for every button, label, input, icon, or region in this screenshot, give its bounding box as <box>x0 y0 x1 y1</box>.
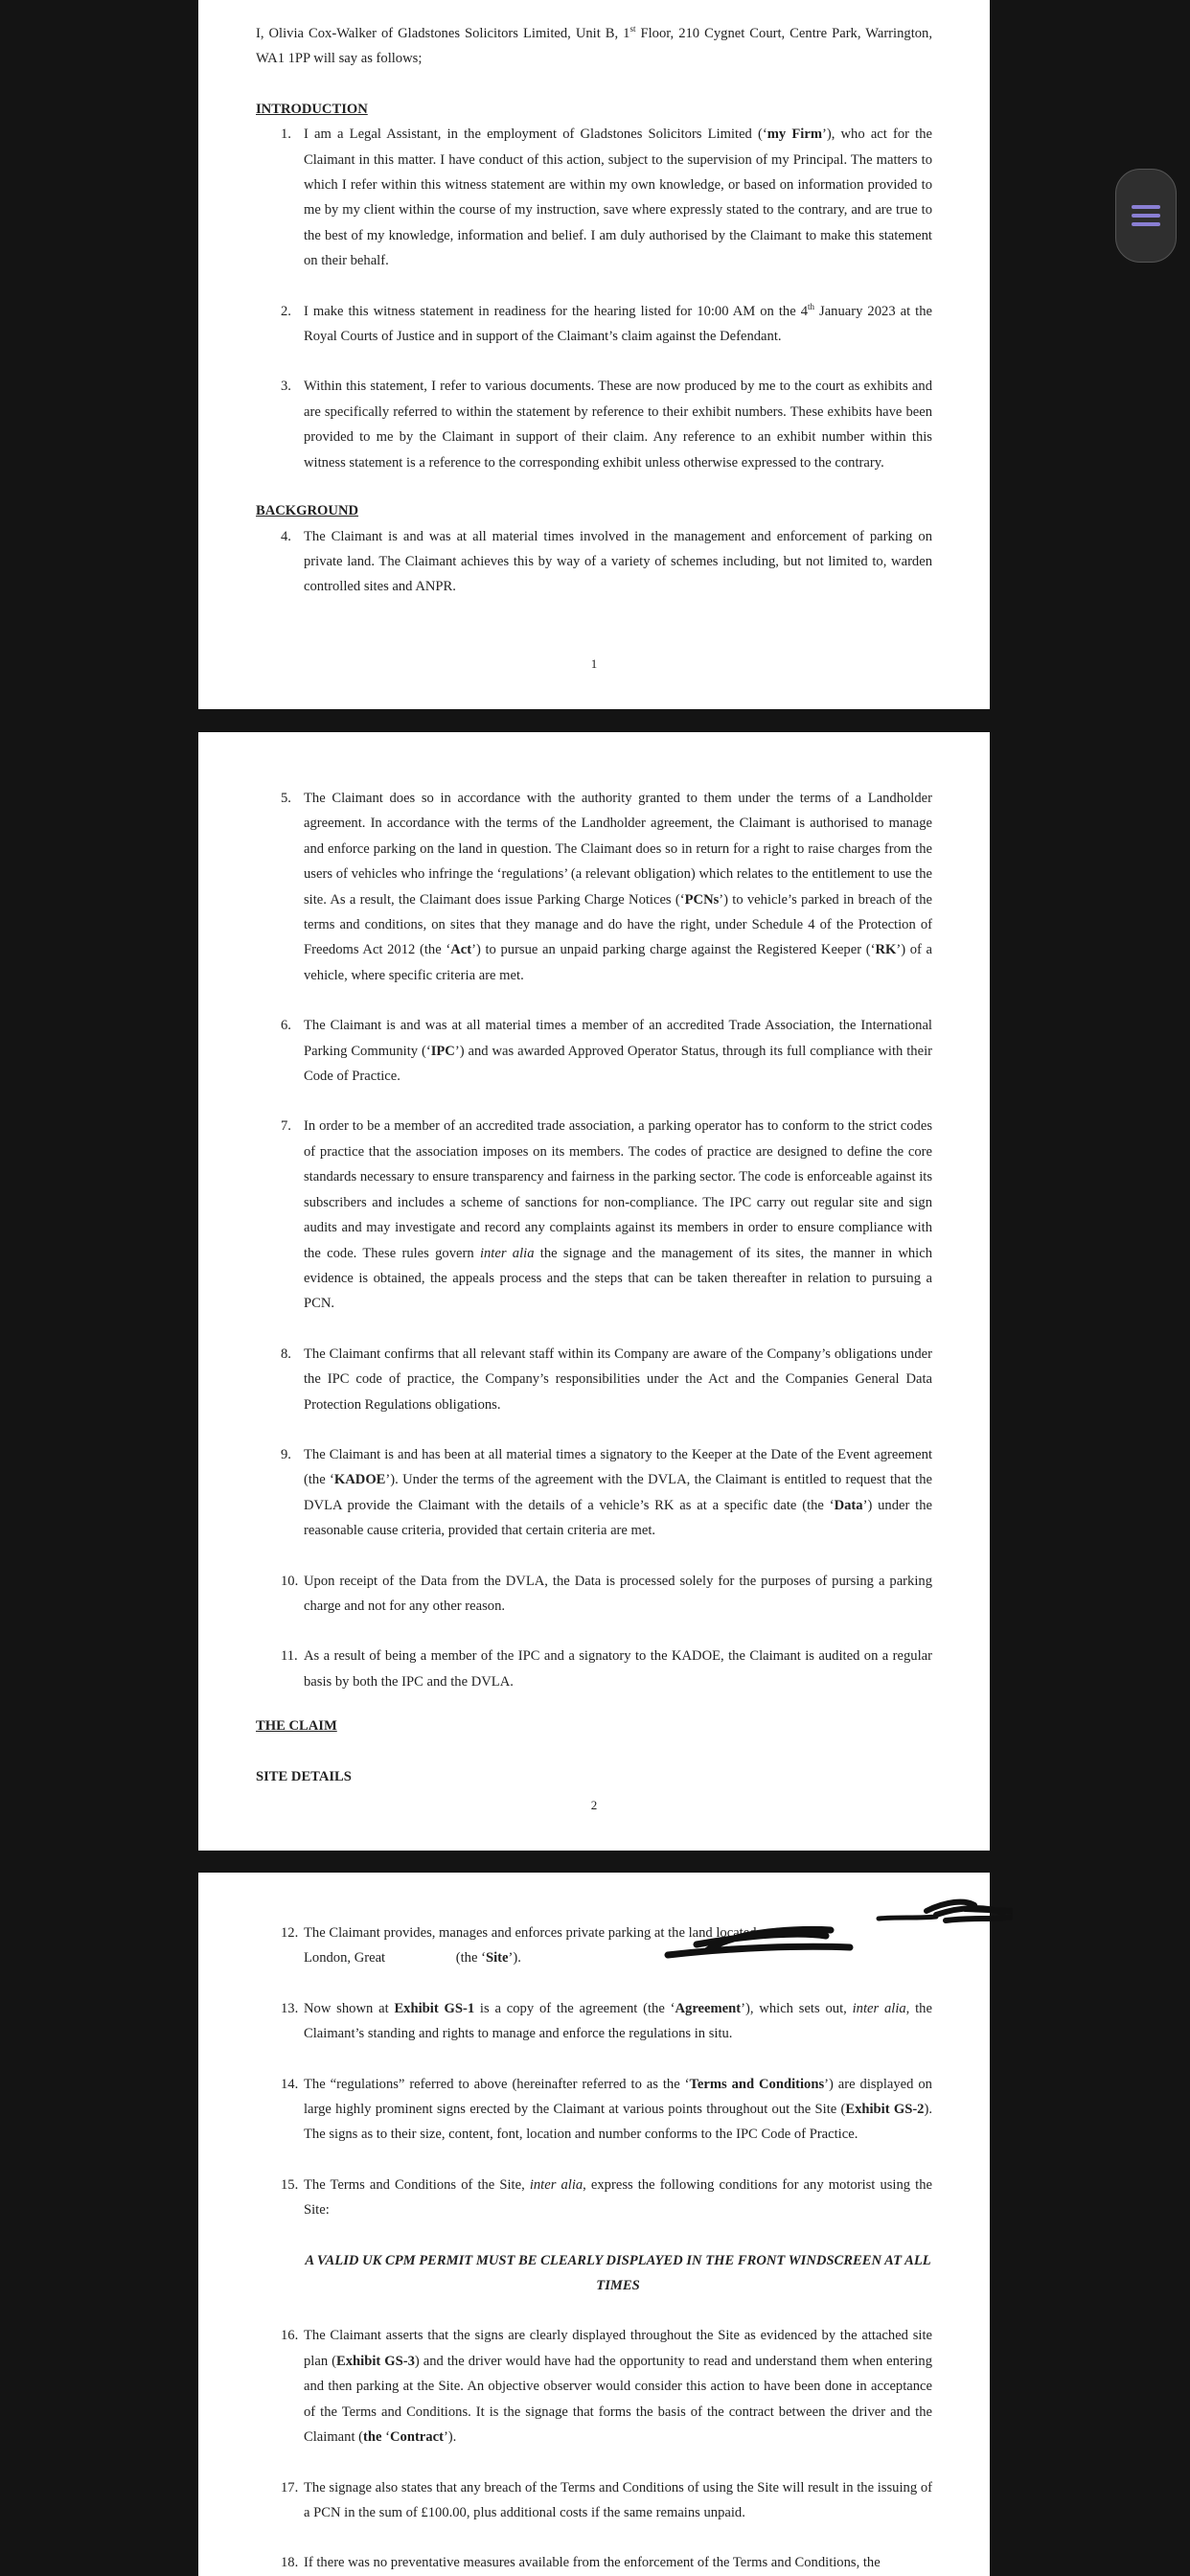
text-bold: the <box>363 2429 382 2446</box>
paragraph-15 <box>281 2173 932 2223</box>
text: The Claimant does so in accordance with the authority granted to them under the terms of a Landholder agreement. In accordance with the terms of the Landholder agreement, the Claimant is authorised to manage and enforce parking on the land in question. The Claimant does so in return for a right to raise charges from the users of vehicles who infringe the ‘regulations’ (a relevant obligation) which relates to the entitlement to use the site. As a result, the Claimant does issue Parking Charge Notices (‘ <box>304 791 932 908</box>
text: The Claimant asserts that the signs are clearly displayed throughout the Site as evidenced by the attached site plan ( <box>304 2328 932 2369</box>
text: Now shown at <box>304 2000 395 2016</box>
italic-term: inter alia <box>529 2176 584 2193</box>
paragraph-number: 11. <box>281 1648 298 1665</box>
text: ’) of a vehicle, where specific criteria are met. <box>304 942 932 983</box>
text: ’). <box>508 1950 521 1966</box>
paragraph-number: 6. <box>281 1018 291 1034</box>
text: The Claimant is and was at all material times a member of an accredited Trade Association, the International Parking Community (‘ <box>304 1018 932 1059</box>
defined-term: PCNs <box>684 891 720 908</box>
text: the signage and the management of its sites, the manner in which evidence is obtained, the appeals process and the steps that can be taken thereafter in relation to pursuing a PCN. <box>304 1245 932 1312</box>
terms-quote: A VALID UK CPM PERMIT MUST BE CLEARLY DISPLAYED IN THE FRONT WINDSCREEN AT ALL TIMES <box>305 2252 931 2294</box>
paragraph-1 <box>281 122 932 273</box>
heading-the-claim: THE CLAIM <box>256 1718 337 1735</box>
floating-menu-button[interactable] <box>1115 169 1177 263</box>
text: ’) are displayed on large highly prominent signs erected by the Claimant at various points throughout out the Site ( <box>304 2076 932 2118</box>
paragraph-number: 18. <box>281 2555 299 2571</box>
paragraph-number: 12. <box>281 1925 299 1941</box>
italic-term: inter alia <box>479 1245 535 1261</box>
text: ’), who act for the Claimant in this matter. I have conduct of this action, subject to the supervision of my Principal. The matters to which I refer within this witness statement are within my own knowledge, or based on information provided to me by my client within the course of my instruction, save where expressly stated to the contrary, and are true to the best of my knowledge, information and belief. I am duly authorised by the Claimant to make this statement on their behalf. <box>304 126 933 269</box>
defined-term: Site <box>485 1950 509 1966</box>
page-number: 1 <box>590 656 598 671</box>
page-number: 2 <box>590 1797 598 1812</box>
text: London, Great <box>304 1950 386 1966</box>
text: ’) to pursue an unpaid parking charge against the Registered Keeper (‘ <box>471 942 876 958</box>
paragraph-number: 13. <box>281 2000 299 2016</box>
document-page-3 <box>198 1873 990 2576</box>
document-page-2 <box>198 732 990 1851</box>
paragraph-8 <box>281 1342 932 1417</box>
defined-term: IPC <box>430 1043 455 1059</box>
exhibit-ref: Exhibit GS-1 <box>394 2000 475 2016</box>
text: I am a Legal Assistant, in the employment of Gladstones Solicitors Limited (‘ <box>304 126 767 143</box>
defined-term: my Firm <box>767 126 822 143</box>
paragraph-2 <box>281 299 932 350</box>
text: ’) to vehicle’s parked in breach of the terms and conditions, on sites that they manage and do have the right, under Schedule 4 of the Protection of Freedoms Act 2012 (the ‘ <box>304 891 932 958</box>
paragraph-number: 4. <box>281 528 291 544</box>
paragraph-number: 9. <box>281 1446 291 1462</box>
redaction-scribble <box>515 1892 1013 1968</box>
paragraph-number: 7. <box>281 1118 291 1135</box>
opening-statement: I, Olivia Cox-Walker of Gladstones Solicitors Limited, Unit B, 1st Floor, 210 Cygnet Court, Centre Park, Warrington, WA1 1PP will say as follows; <box>256 24 932 67</box>
text: , the Claimant’s standing and rights to manage and enforce the regulations in situ. <box>304 2000 932 2042</box>
exhibit-ref: Exhibit GS-2 <box>845 2102 925 2118</box>
text: (the ‘ <box>452 1950 486 1966</box>
paragraph-number: 2. <box>281 303 291 319</box>
hamburger-menu-icon <box>1132 203 1160 228</box>
paragraph-6 <box>281 1013 932 1089</box>
text: ) and the driver would have had the opportunity to read and understand them when entering and then parking at the Site. An objective observer would consider this action to have been done in acceptance of the Terms and Conditions. It is the signage that forms the basis of the contract between the driver and the Claimant ( <box>304 2353 933 2446</box>
paragraph-number: 10. <box>281 1573 299 1589</box>
paragraph-number: 15. <box>281 2176 299 2193</box>
text: The Terms and Conditions of the Site, <box>304 2176 530 2193</box>
defined-term: Agreement <box>675 2000 742 2016</box>
paragraph-number: 5. <box>281 791 291 806</box>
paragraph-number: 3. <box>281 379 291 395</box>
paragraph-17 <box>281 2475 932 2526</box>
paragraph-number: 16. <box>281 2328 299 2344</box>
text: , express the following conditions for any motorist using the Site: <box>304 2176 932 2219</box>
paragraph-text: The Claimant is and was at all material times involved in the management and enforcement of parking on private land. The Claimant achieves this by way of a variety of schemes including, but not limited to, warden controlled sites and ANPR. <box>304 528 932 595</box>
text: The “regulations” referred to above (hereinafter referred to as the ‘ <box>304 2076 690 2092</box>
paragraph-3 <box>281 374 932 475</box>
heading-site-details: SITE DETAILS <box>256 1768 352 1784</box>
italic-term: inter alia <box>852 2000 906 2016</box>
text: The Claimant provides, manages and enforces private parking at the land located at Ox <box>304 1925 791 1941</box>
paragraph-9 <box>281 1442 932 1544</box>
text: ’), which sets out, <box>741 2000 853 2016</box>
defined-term: Data <box>834 1497 863 1513</box>
text: ). The signs as to their size, content, font, location and number conforms to the IPC Code of Practice. <box>304 2102 932 2143</box>
paragraph-13 <box>281 1996 932 2047</box>
text: In order to be a member of an accredited trade association, a parking operator has to conform to the strict codes of practice that the association imposes on its members. The codes of practice are designed to define the core standards necessary to ensure transparency and fairness in the parking sector. The code is enforceable against its subscribers and includes a scheme of sanctions for non-compliance. The IPC carry out regular site and sign audits and may investigate and record any complaints against its members in order to ensure compliance with the code. These rules govern <box>304 1118 932 1261</box>
paragraph-4 <box>281 524 932 600</box>
paragraph-18 <box>281 2550 932 2575</box>
defined-term: RK <box>875 942 897 958</box>
heading-background: BACKGROUND <box>256 503 359 519</box>
heading-introduction: INTRODUCTION <box>256 101 368 117</box>
exhibit-ref: Exhibit GS-3 <box>336 2353 415 2369</box>
paragraph-text: The Claimant confirms that all relevant staff within its Company are aware of the Company’s obligations under the IPC code of practice, the Company’s responsibilities under the Act and the Companies General Data Protection Regulations obligations. <box>304 1346 932 1413</box>
paragraph-number: 8. <box>281 1346 291 1362</box>
paragraph-text: Within this statement, I refer to various documents. These are now produced by me to the court as exhibits and are specifically referred to within the statement by reference to their exhibit numbers. These exhibits have been provided to me by the Claimant in support of their claim. Any reference to an exhibit number within this witness statement is a reference to the corresponding exhibit unless otherwise expressed to the contrary. <box>304 379 932 471</box>
paragraph-16 <box>281 2323 932 2450</box>
paragraph-2-text: I make this witness statement in readiness for the hearing listed for 10:00 AM on the 4th January 2023 at the Royal Courts of Justice and in support of the Claimant’s claim against the Defendant. <box>304 301 932 345</box>
paragraph-5 <box>281 786 932 988</box>
paragraph-7 <box>281 1114 932 1316</box>
text: The Claimant is and has been at all material times a signatory to the Keeper at the Date of the Event agreement (the ‘ <box>304 1446 932 1488</box>
paragraph-text: As a result of being a member of the IPC and a signatory to the KADOE, the Claimant is audited on a regular basis by both the IPC and the DVLA. <box>304 1648 932 1690</box>
text: is a copy of the agreement (the ‘ <box>474 2000 675 2016</box>
document-page-1 <box>198 0 990 709</box>
defined-term: Contract <box>390 2429 444 2446</box>
paragraph-number: 14. <box>281 2076 299 2092</box>
text: ‘ <box>381 2429 390 2446</box>
paragraph-14 <box>281 2072 932 2148</box>
text: ’). Under the terms of the agreement with the DVLA, the Claimant is entitled to request that the DVLA provide the Claimant with the details of a vehicle’s RK as at a specific date (the ‘ <box>304 1472 932 1513</box>
paragraph-text: The signage also states that any breach of the Terms and Conditions of using the Site will result in the issuing of a PCN in the sum of £100.00, plus additional costs if the same remains unpaid. <box>304 2479 932 2520</box>
text: ’). <box>443 2429 457 2446</box>
paragraph-number: 17. <box>281 2479 299 2496</box>
paragraph-11 <box>281 1644 932 1694</box>
paragraph-text: Upon receipt of the Data from the DVLA, the Data is processed solely for the purposes of pursing a parking charge and not for any other reason. <box>304 1573 932 1614</box>
paragraph-text: If there was no preventative measures available from the enforcement of the Terms and Conditions, the <box>304 2555 881 2571</box>
paragraph-10 <box>281 1569 932 1620</box>
defined-term: Act <box>450 942 472 958</box>
paragraph-number: 1. <box>281 126 291 143</box>
defined-term: KADOE <box>333 1472 386 1488</box>
text: ’) under the reasonable cause criteria, provided that certain criteria are met. <box>304 1497 933 1539</box>
defined-term: Terms and Conditions <box>689 2076 825 2092</box>
text: ’) and was awarded Approved Operator Status, through its full compliance with their Code of Practice. <box>304 1043 932 1085</box>
